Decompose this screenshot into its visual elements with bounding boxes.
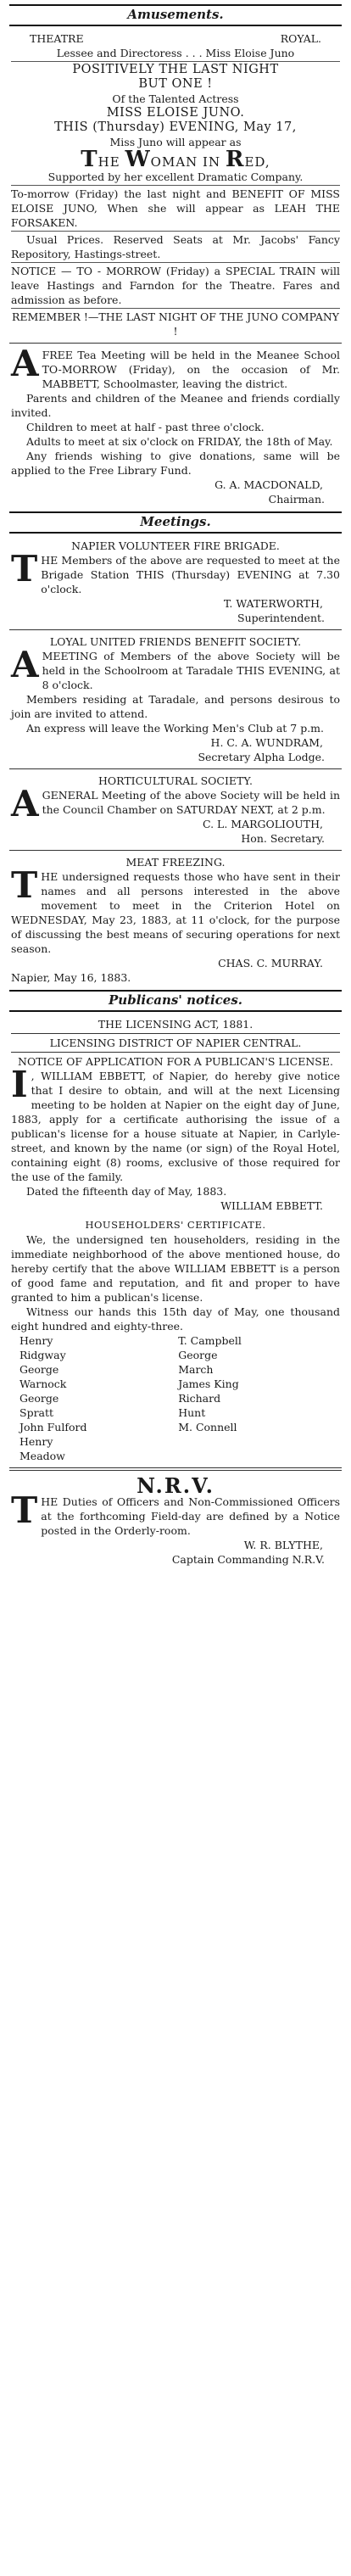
theatre-label: THEATRE [30, 32, 84, 45]
drop-cap: I [11, 1064, 28, 1105]
newspaper-column [9, 0, 342, 1569]
householders-cert-title: HOUSEHOLDERS' CERTIFICATE. [85, 1219, 266, 1231]
hort-signature-title: Hon. Secretary. [241, 832, 325, 845]
fire-signature-title: Superintendent. [237, 612, 325, 624]
royal-label: ROYAL. [280, 32, 321, 45]
remember-text: REMEMBER !—THE LAST NIGHT OF THE JUNO COMPANY ! [11, 310, 340, 338]
cert-text: We, the undersigned ten householders, residing in the immediate neighborhood of the above mentioned house, do hereby certify that the above WILLIAM EBBETT is a person of good fame and reputation, and fit and proper to have granted to him a publican's license. [11, 1233, 340, 1304]
licensing-act: THE LICENSING ACT, 1881. [98, 1018, 254, 1031]
notice-text: NOTICE — TO - MORROW (Friday) a SPECIAL TRAIN will leave Hastings and Farndon for the Theatre. Fares and admission as before. [11, 265, 340, 306]
divider [11, 185, 340, 186]
tea-p4: Adults to meet at six o'clock on FRIDAY, the 18th of May. [26, 435, 333, 448]
householder-name: George March [178, 1349, 218, 1376]
drop-cap: T [11, 548, 38, 590]
divider [9, 1467, 342, 1468]
section-heading-meetings: Meetings. [9, 511, 342, 534]
tea-signature-title: Chairman. [268, 493, 325, 506]
loyal-signature-title: Secretary Alpha Lodge. [198, 751, 325, 763]
meat-freezing-ad [9, 852, 342, 987]
theatre-ad [9, 29, 342, 341]
drop-cap: T [11, 1489, 38, 1531]
divider [9, 629, 342, 630]
will-appear-line: Miss Juno will appear as [109, 136, 242, 148]
fire-signature: T. WATERWORTH, [223, 597, 323, 610]
section-heading-amusements: Amusements. [9, 4, 342, 26]
loyal-signature: H. C. A. WUNDRAM, [210, 736, 323, 749]
woman-in-red-title [11, 149, 340, 170]
loyal-society-ad [9, 632, 342, 767]
divider [9, 768, 342, 769]
divider [9, 1470, 342, 1471]
meat-signature: CHAS. C. MURRAY. [218, 957, 323, 969]
text-he: HE [98, 154, 120, 170]
nrv-signature-title: Captain Commanding N.R.V. [171, 1553, 325, 1566]
lessee-line: Lessee and Directoress . . . Miss Eloise Juno [56, 47, 295, 59]
drop-cap: A [11, 343, 39, 384]
divider [11, 308, 340, 309]
cap-r: R [225, 147, 245, 172]
text-oman: OMAN IN [150, 154, 221, 170]
theatre-royal-line [11, 31, 340, 46]
tea-meeting-text: FREE Tea Meeting will be held in the Meanee School TO-MORROW (Friday), on the occasion of Mr. MABBETT, Schoolmaster, leaving the district. [42, 349, 340, 390]
loyal-p2: Members residing at Taradale, and persons desirous to join are invited to attend. [11, 693, 340, 720]
nrv-signature: W. R. BLYTHE, [243, 1539, 323, 1551]
fire-text: HE Members of the above are requested to meet at the Brigade Station THIS (Thursday) EVENING at 7.30 o'clock. [41, 554, 340, 595]
divider [9, 850, 342, 851]
hort-text: GENERAL Meeting of the above Society will be held in the Council Chamber on SATURDAY NEXT, at 2 p.m. [42, 789, 340, 816]
householder-name: George Spratt [20, 1392, 59, 1419]
meat-title: MEAT FREEZING. [125, 856, 226, 869]
cap-t: T [81, 147, 98, 172]
householder-name: Henry Meadow [20, 1435, 65, 1462]
nrv-heading: N.R.V. [136, 1473, 214, 1498]
nrv-text: HE Duties of Officers and Non-Commissioned Officers at the forthcoming Field-day are defined by a Notice posted in the Orderly-room. [41, 1495, 340, 1537]
divider [11, 262, 340, 263]
positively-line: POSITIVELY THE LAST NIGHT [72, 63, 279, 76]
householder-name: Richard Hunt [178, 1392, 221, 1419]
hort-title: HORTICULTURAL SOCIETY. [98, 774, 253, 787]
fire-title: NAPIER VOLUNTEER FIRE BRIGADE. [71, 539, 280, 552]
tea-p3: Children to meet at half - past three o'clock. [26, 421, 265, 433]
license-ad [9, 1014, 342, 1466]
drop-cap: T [11, 864, 38, 906]
licensing-district: LICENSING DISTRICT OF NAPIER CENTRAL. [49, 1037, 302, 1049]
divider [11, 1052, 340, 1053]
divider [11, 231, 340, 232]
loyal-text: MEETING of Members of the above Society will be held in the Schoolroom at Taradale THIS EVENING, at 8 o'clock. [42, 650, 340, 691]
householder-names [11, 1333, 340, 1463]
tea-signature: G. A. MACDONALD, [214, 478, 323, 491]
horticultural-ad [9, 771, 342, 848]
householder-name: George Warnock [20, 1363, 67, 1390]
but-one-line: BUT ONE ! [138, 77, 213, 91]
cert-witness: Witness our hands this 15th day of May, one thousand eight hundred and eighty-three. [11, 1305, 340, 1333]
householder-name: Henry Ridgway [20, 1334, 66, 1361]
names-left-column [20, 1333, 166, 1463]
divider [11, 1033, 340, 1034]
license-dated: Dated the fifteenth day of May, 1883. [26, 1185, 227, 1198]
license-signature: WILLIAM EBBETT. [220, 1199, 323, 1212]
hort-signature: C. L. MARGOLIOUTH, [202, 818, 323, 830]
tea-p5: Any friends wishing to give donations, same will be applied to the Free Library Fund. [11, 450, 340, 477]
tomorrow-text: To-morrow (Friday) the last night and BENEFIT OF MISS ELOISE JUNO, When she will appear as LEAH THE FORSAKEN. [11, 187, 340, 229]
license-text: , WILLIAM EBBETT, of Napier, do hereby give notice that I desire to obtain, and will at the next Licensing meeting to be holden at Napier on the eight day of June, 1883, apply for a certificate authorising the issue of a publican's license for a house situate at Napier, in Carlyle-street, and known by the name (or sign) of the Royal Hotel, containing eight (8) rooms, exclusive of those required for the use of the family. [11, 1070, 340, 1183]
householder-name: James King [178, 1377, 239, 1390]
loyal-p3: An express will leave the Working Men's Club at 7 p.m. [26, 722, 325, 735]
householder-name: T. Campbell [178, 1334, 242, 1347]
divider [9, 343, 342, 344]
notice-title: NOTICE OF APPLICATION FOR A PUBLICAN'S LICENSE. [18, 1055, 333, 1068]
loyal-title: LOYAL UNITED FRIENDS BENEFIT SOCIETY. [49, 635, 302, 648]
tea-p2: Parents and children of the Meanee and friends cordially invited. [11, 392, 340, 419]
supported-line: Supported by her excellent Dramatic Company. [47, 170, 304, 183]
drop-cap: A [11, 783, 39, 824]
section-heading-publicans: Publicans' notices. [9, 990, 342, 1012]
fire-brigade-ad [9, 536, 342, 628]
this-evening-line: THIS (Thursday) EVENING, May 17, [54, 120, 297, 134]
divider [11, 61, 340, 62]
tea-meeting-ad [9, 345, 342, 509]
meat-text: HE undersigned requests those who have sent in their names and all persons interested in the above movement to meet in the Criterion Hotel on WEDNESDAY, May 23, 1883, at 11 o'clock, for the purpose of discussing the best means of securing operations for next season. [11, 870, 340, 955]
text-ed: ED, [244, 154, 270, 170]
of-the-line: Of the Talented Actress [112, 92, 239, 105]
cap-w: W [125, 147, 151, 172]
householder-name: M. Connell [178, 1421, 237, 1433]
names-right-column [178, 1333, 325, 1463]
drop-cap: A [11, 644, 39, 685]
nrv-ad [9, 1472, 342, 1569]
miss-juno-line: MISS ELOISE JUNO. [106, 106, 245, 120]
prices-text: Usual Prices. Reserved Seats at Mr. Jacobs' Fancy Repository, Hastings-street. [11, 233, 340, 260]
householder-name: John Fulford [20, 1421, 87, 1433]
meat-date: Napier, May 16, 1883. [11, 971, 131, 984]
